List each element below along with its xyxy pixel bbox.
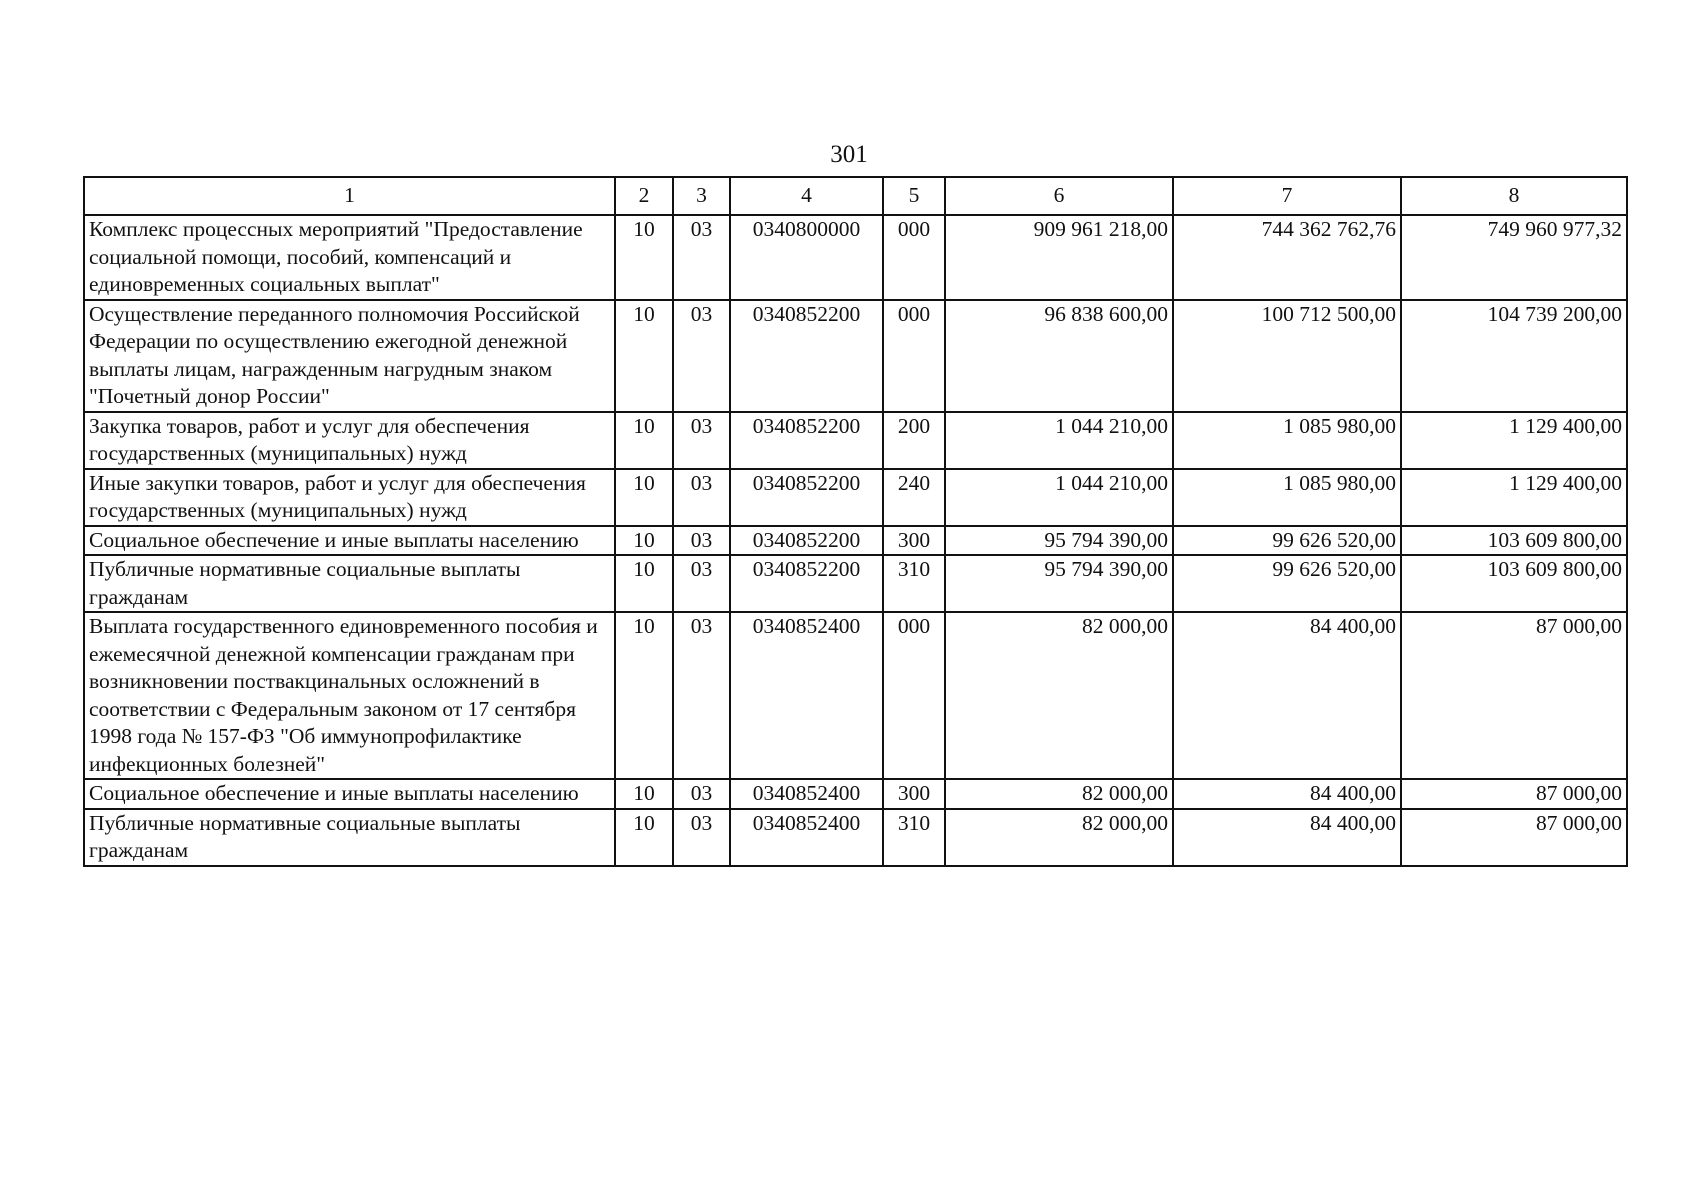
amount-col6: 96 838 600,00 <box>945 300 1173 412</box>
column-header: 6 <box>945 177 1173 215</box>
target-article-code: 0340852200 <box>730 300 883 412</box>
table-row <box>84 469 1627 526</box>
budget-table <box>83 176 1628 867</box>
amount-col6: 82 000,00 <box>945 612 1173 779</box>
expense-type-code: 000 <box>883 300 945 412</box>
section-code: 10 <box>615 300 673 412</box>
row-description: Социальное обеспечение и иные выплаты населению <box>84 526 615 556</box>
section-code: 10 <box>615 779 673 809</box>
page-number: 301 <box>830 141 868 168</box>
expense-type-code: 000 <box>883 612 945 779</box>
section-code: 10 <box>615 612 673 779</box>
section-code: 10 <box>615 555 673 612</box>
section-code: 10 <box>615 526 673 556</box>
section-code: 10 <box>615 412 673 469</box>
target-article-code: 0340852200 <box>730 412 883 469</box>
amount-col7: 744 362 762,76 <box>1173 215 1401 300</box>
expense-type-code: 200 <box>883 412 945 469</box>
subsection-code: 03 <box>673 526 730 556</box>
subsection-code: 03 <box>673 779 730 809</box>
amount-col8: 1 129 400,00 <box>1401 469 1627 526</box>
table-row <box>84 779 1627 809</box>
target-article-code: 0340852400 <box>730 612 883 779</box>
amount-col6: 82 000,00 <box>945 779 1173 809</box>
table-row <box>84 412 1627 469</box>
section-code: 10 <box>615 215 673 300</box>
amount-col7: 1 085 980,00 <box>1173 412 1401 469</box>
section-code: 10 <box>615 469 673 526</box>
row-description: Выплата государственного единовременного пособия и ежемесячной денежной компенсации гражданам при возникновении поствакцинальных осложнений в соответствии с Федеральным законом от 17 сентября 1998 года № 157-ФЗ "Об иммунопрофилактике инфекционных болезней" <box>84 612 615 779</box>
amount-col7: 1 085 980,00 <box>1173 469 1401 526</box>
amount-col8: 1 129 400,00 <box>1401 412 1627 469</box>
amount-col8: 103 609 800,00 <box>1401 555 1627 612</box>
expense-type-code: 300 <box>883 526 945 556</box>
section-code: 10 <box>615 809 673 866</box>
row-description: Комплекс процессных мероприятий "Предоставление социальной помощи, пособий, компенсаций и единовременных социальных выплат" <box>84 215 615 300</box>
column-header: 3 <box>673 177 730 215</box>
column-header: 2 <box>615 177 673 215</box>
column-header: 5 <box>883 177 945 215</box>
amount-col7: 100 712 500,00 <box>1173 300 1401 412</box>
row-description: Иные закупки товаров, работ и услуг для обеспечения государственных (муниципальных) нужд <box>84 469 615 526</box>
target-article-code: 0340800000 <box>730 215 883 300</box>
amount-col6: 82 000,00 <box>945 809 1173 866</box>
amount-col7: 84 400,00 <box>1173 612 1401 779</box>
expense-type-code: 310 <box>883 809 945 866</box>
amount-col8: 87 000,00 <box>1401 612 1627 779</box>
table-row <box>84 300 1627 412</box>
target-article-code: 0340852200 <box>730 555 883 612</box>
amount-col6: 1 044 210,00 <box>945 412 1173 469</box>
subsection-code: 03 <box>673 469 730 526</box>
column-header: 8 <box>1401 177 1627 215</box>
amount-col6: 909 961 218,00 <box>945 215 1173 300</box>
table-row <box>84 809 1627 866</box>
amount-col6: 1 044 210,00 <box>945 469 1173 526</box>
subsection-code: 03 <box>673 612 730 779</box>
table-row <box>84 215 1627 300</box>
amount-col6: 95 794 390,00 <box>945 526 1173 556</box>
amount-col8: 104 739 200,00 <box>1401 300 1627 412</box>
target-article-code: 0340852200 <box>730 526 883 556</box>
target-article-code: 0340852400 <box>730 809 883 866</box>
amount-col7: 99 626 520,00 <box>1173 526 1401 556</box>
expense-type-code: 300 <box>883 779 945 809</box>
amount-col8: 87 000,00 <box>1401 779 1627 809</box>
row-description: Осуществление переданного полномочия Российской Федерации по осуществлению ежегодной денежной выплаты лицам, награжденным нагрудным знаком "Почетный донор России" <box>84 300 615 412</box>
column-header: 1 <box>84 177 615 215</box>
amount-col8: 103 609 800,00 <box>1401 526 1627 556</box>
amount-col7: 84 400,00 <box>1173 809 1401 866</box>
row-description: Закупка товаров, работ и услуг для обеспечения государственных (муниципальных) нужд <box>84 412 615 469</box>
amount-col8: 87 000,00 <box>1401 809 1627 866</box>
row-description: Социальное обеспечение и иные выплаты населению <box>84 779 615 809</box>
amount-col7: 84 400,00 <box>1173 779 1401 809</box>
table-row <box>84 526 1627 556</box>
subsection-code: 03 <box>673 300 730 412</box>
subsection-code: 03 <box>673 412 730 469</box>
column-header: 7 <box>1173 177 1401 215</box>
subsection-code: 03 <box>673 809 730 866</box>
subsection-code: 03 <box>673 215 730 300</box>
subsection-code: 03 <box>673 555 730 612</box>
expense-type-code: 240 <box>883 469 945 526</box>
target-article-code: 0340852200 <box>730 469 883 526</box>
column-number-row <box>84 177 1627 215</box>
amount-col7: 99 626 520,00 <box>1173 555 1401 612</box>
amount-col8: 749 960 977,32 <box>1401 215 1627 300</box>
expense-type-code: 310 <box>883 555 945 612</box>
column-header: 4 <box>730 177 883 215</box>
target-article-code: 0340852400 <box>730 779 883 809</box>
amount-col6: 95 794 390,00 <box>945 555 1173 612</box>
row-description: Публичные нормативные социальные выплаты гражданам <box>84 809 615 866</box>
expense-type-code: 000 <box>883 215 945 300</box>
row-description: Публичные нормативные социальные выплаты гражданам <box>84 555 615 612</box>
table-row <box>84 555 1627 612</box>
table-row <box>84 612 1627 779</box>
